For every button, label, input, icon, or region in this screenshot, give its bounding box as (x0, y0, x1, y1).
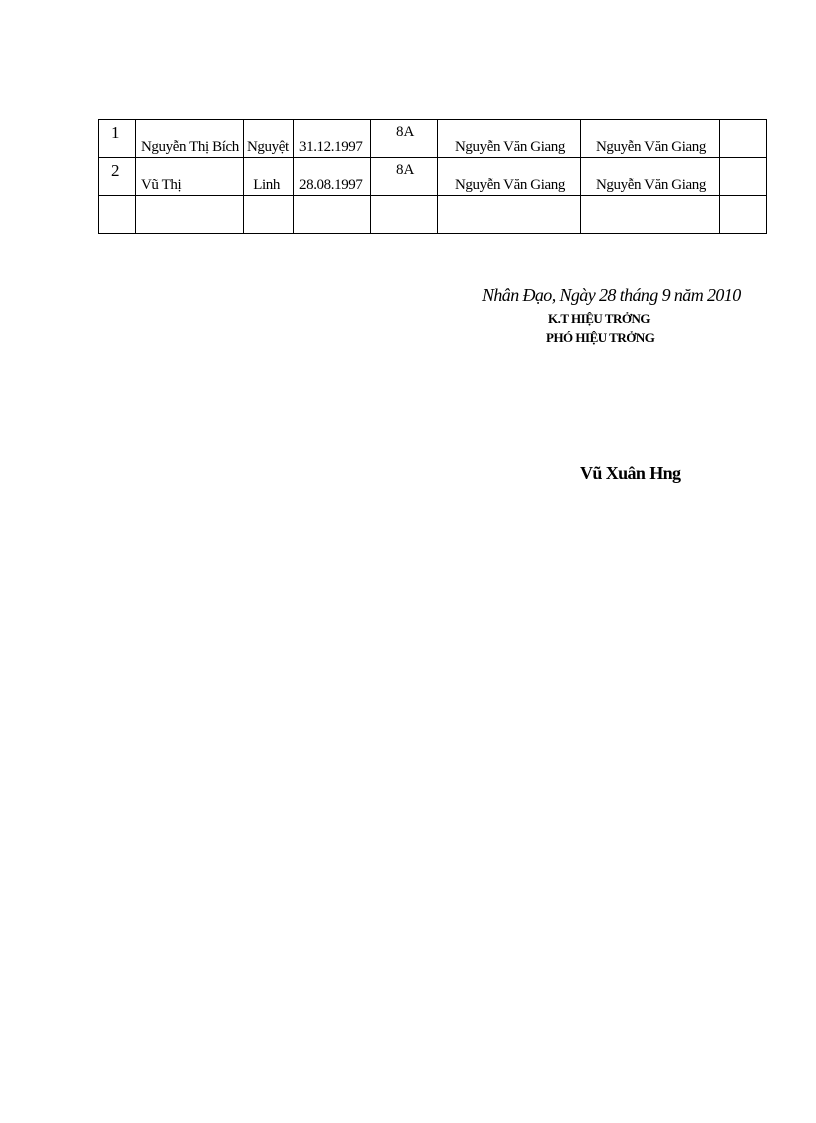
class-text: 8A (396, 162, 415, 178)
teacher2-cell (581, 196, 720, 234)
table-row (99, 120, 767, 158)
surname-cell (136, 196, 244, 234)
class-cell (371, 196, 438, 234)
teacher2-cell (581, 158, 720, 196)
birthdate-cell (294, 120, 371, 158)
vice-principal-title: PHÓ HIỆU TRỞNG (546, 330, 655, 345)
class-text: 8A (396, 124, 415, 140)
given-name-cell (244, 196, 294, 234)
note-cell (720, 196, 767, 234)
place-date-line: Nhân Đạo, Ngày 28 tháng 9 năm 2010 (482, 285, 741, 305)
surname-cell (136, 120, 244, 158)
teacher1-text: Nguyễn Văn Giang (455, 139, 565, 155)
teacher2-cell (581, 120, 720, 158)
surname-cell (136, 158, 244, 196)
birthdate-cell (294, 196, 371, 234)
teacher1-cell (438, 158, 581, 196)
signer-name: Vũ Xuân Hng (580, 463, 681, 483)
birthdate-text: 31.12.1997 (299, 139, 363, 155)
given-name-cell (244, 158, 294, 196)
note-cell (720, 120, 767, 158)
teacher1-text: Nguyễn Văn Giang (455, 177, 565, 193)
stt-cell (99, 158, 136, 196)
surname-text: Vũ Thị (141, 177, 182, 193)
table-row (99, 196, 767, 234)
given-name-cell (244, 120, 294, 158)
given-name-text: Linh (253, 177, 280, 193)
birthdate-cell (294, 158, 371, 196)
stt-text: 2 (111, 161, 120, 180)
class-cell (371, 120, 438, 158)
principal-title: K.T HIỆU TRỞNG (548, 311, 650, 326)
class-cell (371, 158, 438, 196)
teacher1-cell (438, 196, 581, 234)
student-table (98, 119, 767, 234)
stt-text: 1 (111, 123, 120, 142)
table-row (99, 158, 767, 196)
given-name-text: Nguyệt (247, 139, 289, 155)
stt-cell (99, 196, 136, 234)
stt-cell (99, 120, 136, 158)
teacher2-text: Nguyễn Văn Giang (596, 139, 706, 155)
teacher1-cell (438, 120, 581, 158)
note-cell (720, 158, 767, 196)
birthdate-text: 28.08.1997 (299, 177, 363, 193)
teacher2-text: Nguyễn Văn Giang (596, 177, 706, 193)
surname-text: Nguyễn Thị Bích (141, 139, 239, 155)
